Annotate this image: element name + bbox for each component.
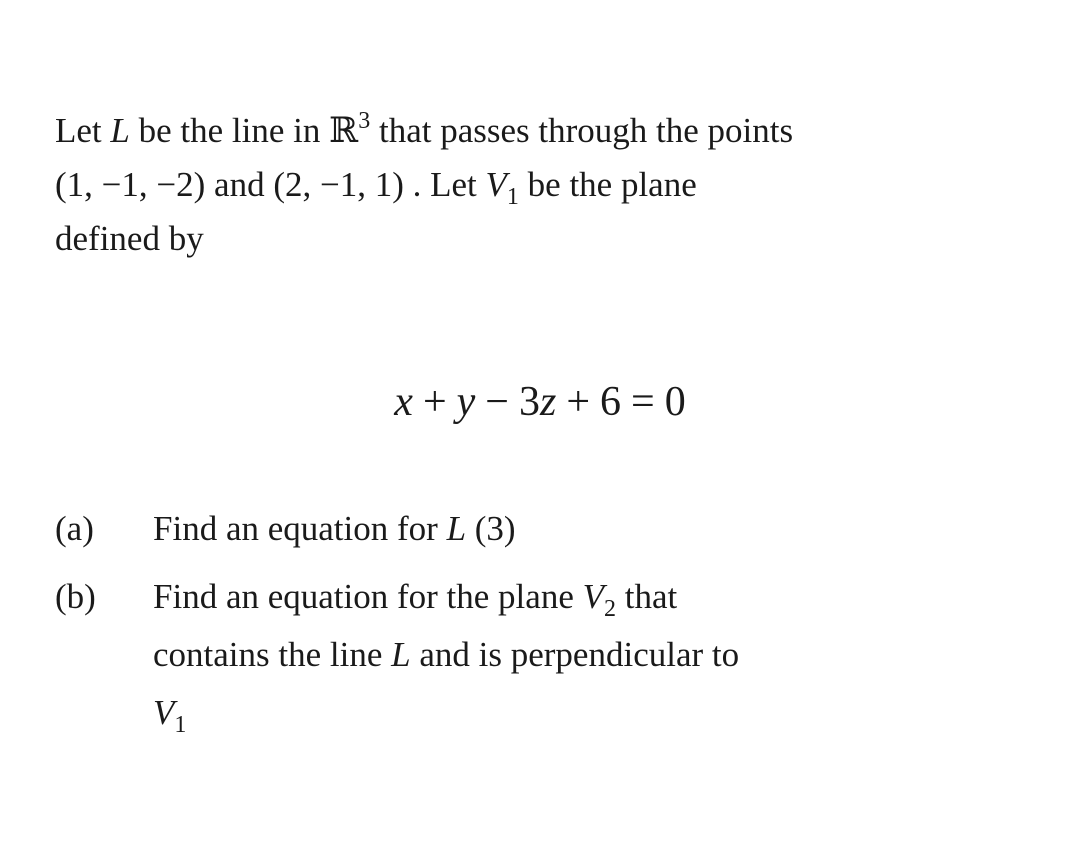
part-a-text: Find an equation for L (3) xyxy=(153,509,516,548)
variable-L: L xyxy=(110,111,130,150)
variable-V: V xyxy=(153,693,175,732)
real-set-symbol: ℝ xyxy=(329,111,359,150)
part-b-line-3 xyxy=(153,684,973,742)
statement-line-3: defined by xyxy=(55,219,204,258)
subscript: 1 xyxy=(174,712,187,738)
part-b-marker: (b) xyxy=(55,577,96,616)
variable-L: L xyxy=(446,509,467,548)
part-b-line-1: Find an equation for the plane $V_2$ that xyxy=(153,577,678,622)
part-b-text xyxy=(153,568,973,742)
statement-line-1: Let L be the line in ℝ$^3$ that passes through the points xyxy=(55,108,794,150)
problem-statement xyxy=(55,104,1045,266)
statement-line-2: (1, −1, −2) and (2, −1, 1) . Let $V_1$ be the plane xyxy=(55,165,697,210)
subscript: 2 xyxy=(604,596,616,622)
plane-equation: x + y − 3z + 6 = 0 xyxy=(394,379,686,425)
variable-L: L xyxy=(391,635,411,674)
variable-V: V xyxy=(485,165,507,204)
variable-V: V xyxy=(582,577,604,616)
part-b-line-2: contains the line L and is perpendicular to xyxy=(153,635,740,674)
part-a-marker: (a) xyxy=(55,509,94,548)
subscript: 1 xyxy=(506,184,519,210)
exponent: 3 xyxy=(358,108,371,134)
